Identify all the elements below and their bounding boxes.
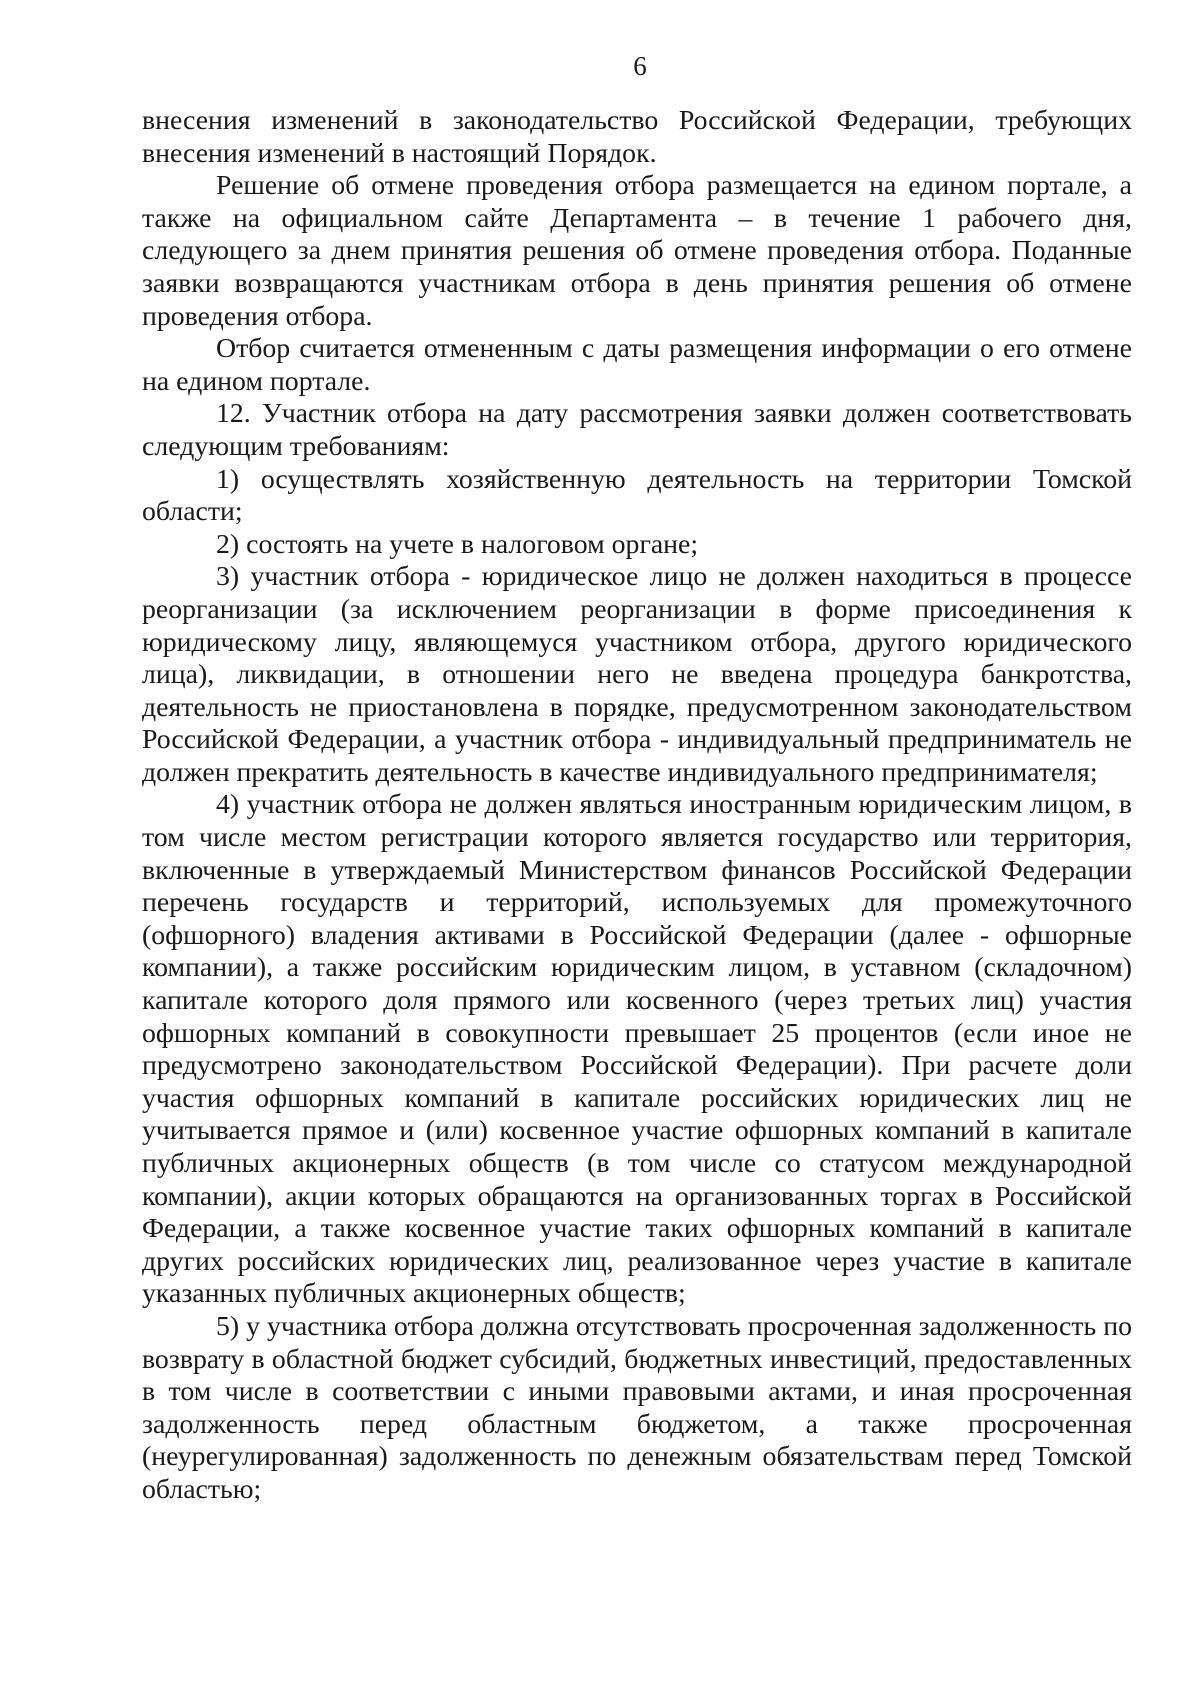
requirement-item-5: 5) у участника отбора должна отсутствовать просроченная задолженность по возврату в областной бюджет субсидий, бюджетных инвестиций, предоставленных в том числе в соответствии с иными правовыми актами, и иная просроченная задолженность перед областным бюджетом, а также просроченная (неурегулированная) задолженность по денежным обязательствам перед Томской областью; [142,1310,1132,1505]
document-body [142,105,1132,1507]
requirement-item-1: 1) осуществлять хозяйственную деятельность на территории Томской области; [142,463,1132,528]
requirement-item-3: 3) участник отбора - юридическое лицо не должен находиться в процессе реорганизации (за исключением реорганизации в форме присоединения к юридическому лицу, являющемуся участником отбора, другого юридического лица), ликвидации, в отношении него не введена процедура банкротства, деятельность не приостановлена в порядке, предусмотренном законодательством Российской Федерации, а участник отбора - индивидуальный предприниматель не должен прекратить деятельность в качестве индивидуального предпринимателя; [142,561,1132,788]
requirement-item-4: 4) участник отбора не должен являться иностранным юридическим лицом, в том числе местом регистрации которого является государство или территория, включенные в утверждаемый Министерством финансов Российской Федерации перечень государств и территорий, используемых для промежуточного (офшорного) владения активами в Российской Федерации (далее - офшорные компании), а также российским юридическим лицом, в уставном (складочном) капитале которого доля прямого или косвенного (через третьих лиц) участия офшорных компаний в совокупности превышает 25 процентов (если иное не предусмотрено законодательством Российской Федерации). При расчете доли участия офшорных компаний в капитале российских юридических лиц не учитывается прямое и (или) косвенное участие офшорных компаний в капитале публичных акционерных обществ (в том числе со статусом международной компании), акции которых обращаются на организованных торгах в Российской Федерации, а также косвенное участие таких офшорных компаний в капитале других российских юридических лиц, реализованное через участие в капитале указанных публичных акционерных обществ; [142,789,1132,1310]
requirement-item-2: 2) состоять на учете в налоговом органе; [216,528,699,560]
page-number: 6 [633,51,647,81]
paragraph-cancellation-notice: Решение об отмене проведения отбора размещается на едином портале, а также на официальном сайте Департамента – в течение 1 рабочего дня, следующего за днем принятия решения об отмене проведения отбора. Поданные заявки возвращаются участникам отбора в день принятия решения об отмене проведения отбора. [142,170,1132,332]
paragraph-cancellation-date: Отбор считается отмененным с даты размещения информации о его отмене на едином портале. [142,333,1132,397]
paragraph-section-12: 12. Участник отбора на дату рассмотрения заявки должен соответствовать следующим требованиям: [142,398,1132,462]
paragraph-continuation: внесения изменений в законодательство Российской Федерации, требующих внесения изменений в настоящий Порядок. [142,105,1132,169]
